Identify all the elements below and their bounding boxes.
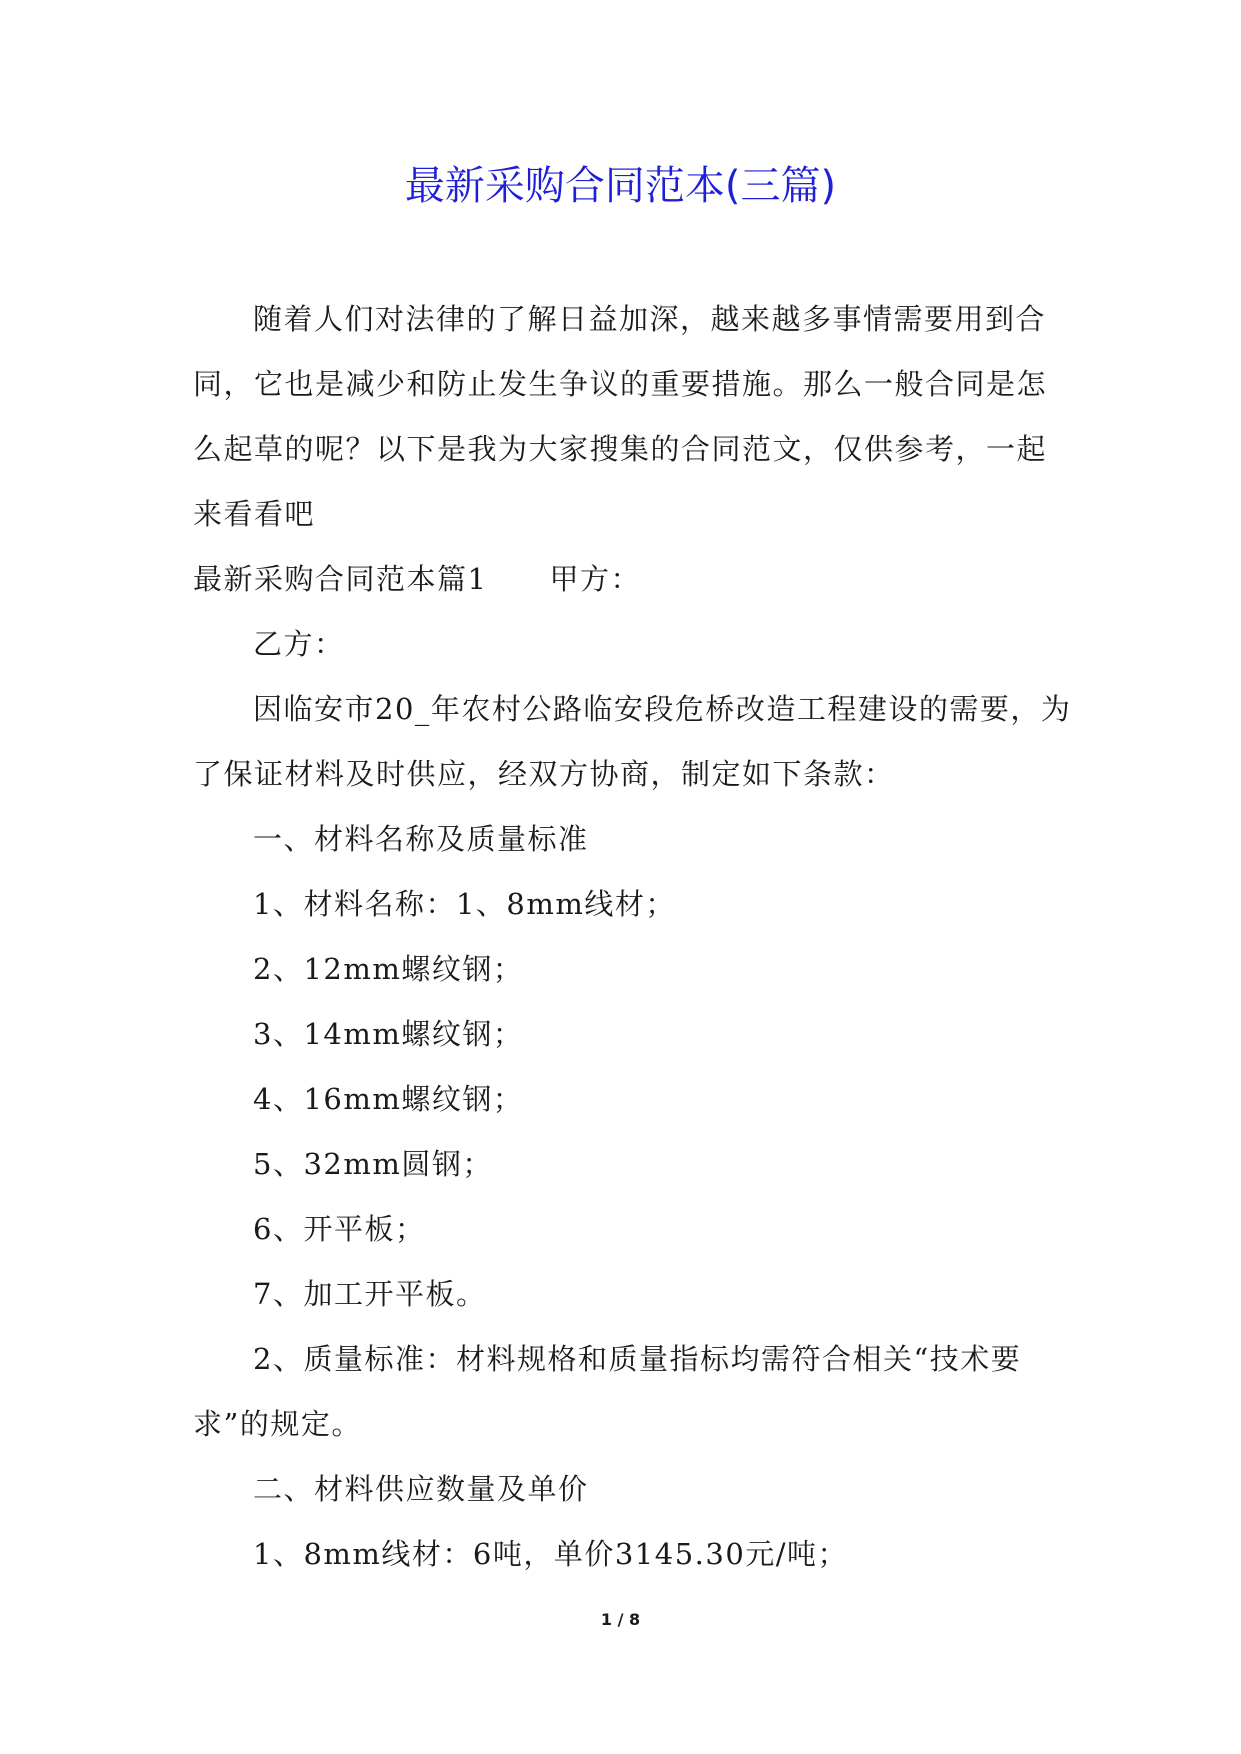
list-item: 7、加工开平板。 bbox=[253, 1277, 487, 1311]
party-b-label: 乙方： bbox=[253, 627, 345, 661]
list-item: 5、32mm圆钢； bbox=[253, 1147, 493, 1181]
list-item: 4、16mm螺纹钢； bbox=[253, 1082, 524, 1116]
document-body bbox=[193, 287, 1073, 1587]
clause-2-title: 二、材料供应数量及单价 bbox=[253, 1472, 589, 1506]
quality-standard-paragraph: 2、质量标准：材料规格和质量指标均需符合相关“技术要求”的规定。 bbox=[193, 1342, 1022, 1441]
section-heading-line bbox=[193, 547, 1073, 612]
list-item: 1、8mm线材：6吨，单价3145.30元/吨； bbox=[253, 1537, 849, 1571]
list-item: 6、开平板； bbox=[253, 1212, 426, 1246]
list-item: 1、材料名称：1、8mm线材； bbox=[253, 887, 676, 921]
preamble-paragraph: 因临安市20_年农村公路临安段危桥改造工程建设的需要，为了保证材料及时供应，经双方协商，制定如下条款： bbox=[193, 692, 1072, 791]
party-a-label: 甲方： bbox=[549, 562, 641, 596]
clause-1-title: 一、材料名称及质量标准 bbox=[253, 822, 589, 856]
page-number: 1 / 8 bbox=[600, 1610, 641, 1629]
document-title: 最新采购合同范本(三篇) bbox=[404, 163, 837, 209]
list-item: 3、14mm螺纹钢； bbox=[253, 1017, 524, 1051]
list-item: 2、12mm螺纹钢； bbox=[253, 952, 524, 986]
section-heading: 最新采购合同范本篇1 bbox=[193, 562, 488, 596]
intro-paragraph: 随着人们对法律的了解日益加深，越来越多事情需要用到合同，它也是减少和防止发生争议的重要措施。那么一般合同是怎么起草的呢？以下是我为大家搜集的合同范文，仅供参考，一起来看看吧 bbox=[193, 302, 1048, 531]
